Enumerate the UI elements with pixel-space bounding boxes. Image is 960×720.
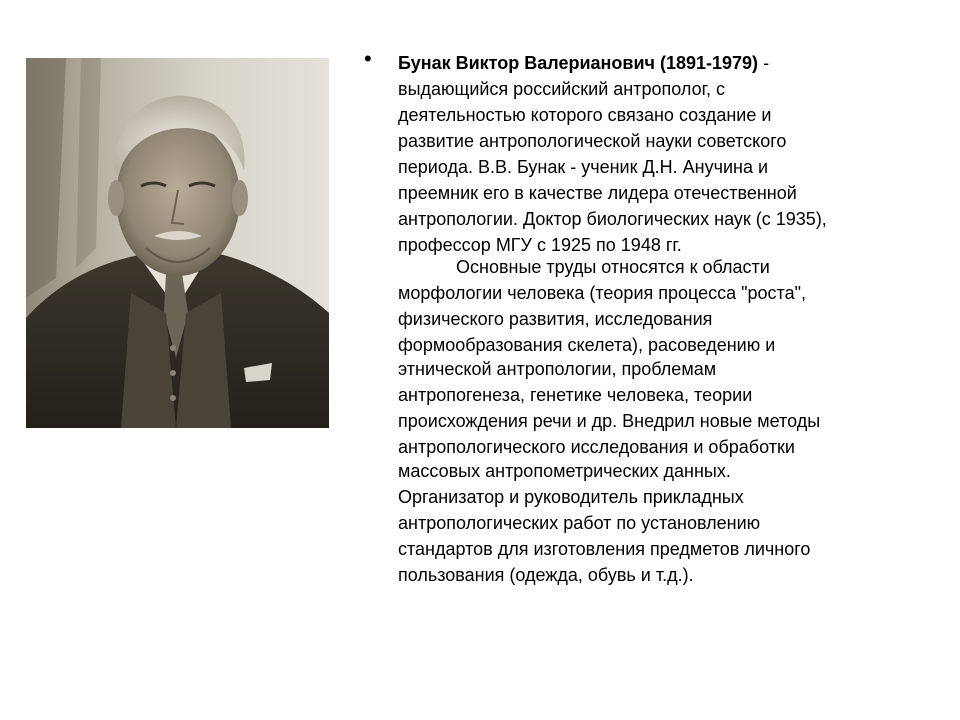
text-line: морфологии человека (теория процесса "роста", [398,283,806,303]
text-line: антропогенеза, генетике человека, теории [398,385,753,405]
person-name-title: Бунак Виктор Валерианович (1891-1979) [398,53,759,73]
text-line: антропологических работ по установлению [398,513,761,533]
portrait-photo-image [26,58,329,428]
text-line: этнической антропологии, проблемам [398,359,717,379]
paragraph-indent-line: Основные труды относятся к области [456,257,770,277]
text-line: развитие антропологической науки советского [398,131,787,151]
text-line: профессор МГУ с 1925 по 1948 гг. [398,235,682,255]
text-line: периода. В.В. Бунак - ученик Д.Н. Анучина и [398,157,769,177]
text-line: происхождения речи и др. Внедрил новые методы [398,411,821,431]
text-line: преемник его в качестве лидера отечественной [398,183,797,203]
text-line: стандартов для изготовления предметов личного [398,539,811,559]
text-line: Организатор и руководитель прикладных [398,487,744,507]
text-line: пользования (одежда, обувь и т.д.). [398,565,694,585]
text-line: антропологии. Доктор биологических наук (с 1935), [398,209,827,229]
text-line: массовых антропометрических данных. [398,461,731,481]
text-line: антропологического исследования и обработки [398,437,795,457]
text-line: деятельностью которого связано создание и [398,105,772,125]
text-line: физического развития, исследования [398,309,713,329]
title-dash: - [758,53,770,73]
title-line [398,52,769,74]
bullet-marker: • [364,46,372,71]
text-line: выдающийся российский антрополог, с [398,79,725,99]
text-line: формообразования скелета), расоведению и [398,335,776,355]
portrait-photo [26,58,329,428]
